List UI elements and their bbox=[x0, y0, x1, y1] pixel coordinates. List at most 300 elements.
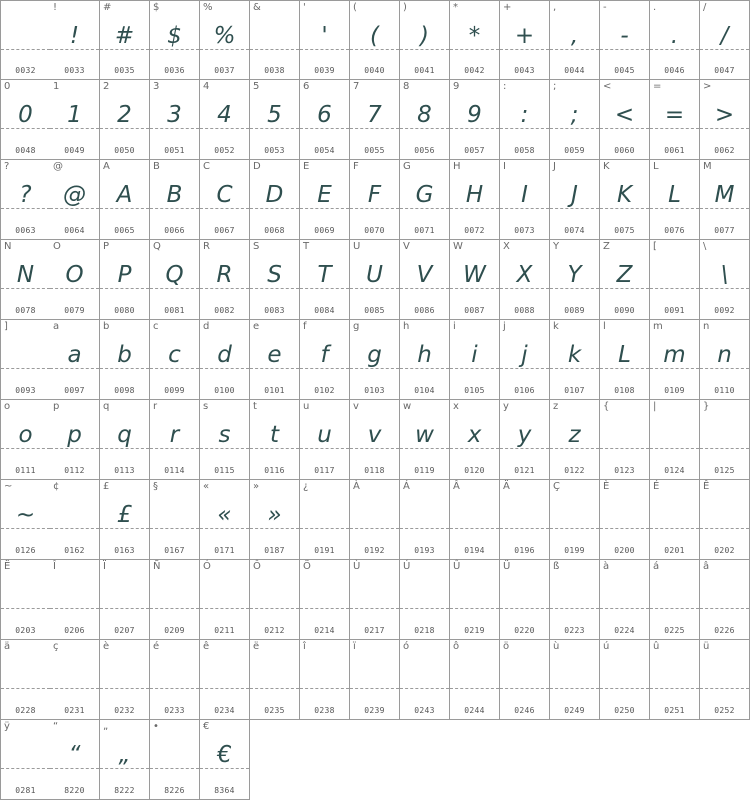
baseline-divider bbox=[150, 768, 199, 769]
glyph-cell[interactable] bbox=[700, 400, 750, 480]
glyph-code: 0074 bbox=[564, 226, 585, 235]
glyph-cell[interactable] bbox=[350, 0, 400, 80]
glyph-code: 0120 bbox=[464, 466, 485, 475]
glyph-cell[interactable] bbox=[200, 80, 250, 160]
glyph-code: 8364 bbox=[214, 786, 235, 795]
glyph-label: ¿ bbox=[303, 481, 309, 492]
glyph-cell[interactable] bbox=[550, 320, 600, 400]
glyph-cell[interactable] bbox=[700, 320, 750, 400]
glyph-sample: U bbox=[366, 262, 383, 288]
glyph-code: 0046 bbox=[664, 66, 685, 75]
glyph-cell[interactable] bbox=[100, 80, 150, 160]
glyph-cell[interactable] bbox=[400, 80, 450, 160]
glyph-cell[interactable] bbox=[50, 720, 100, 800]
glyph-cell[interactable] bbox=[400, 320, 450, 400]
glyph-sample: o bbox=[18, 422, 33, 448]
baseline-divider bbox=[600, 608, 649, 609]
glyph-cell[interactable] bbox=[300, 240, 350, 320]
glyph-code: 0103 bbox=[364, 386, 385, 395]
glyph-label: > bbox=[703, 81, 712, 92]
baseline-divider bbox=[150, 608, 199, 609]
glyph-cell[interactable] bbox=[600, 80, 650, 160]
glyph-cell[interactable] bbox=[400, 560, 450, 640]
glyph-code: 0055 bbox=[364, 146, 385, 155]
glyph-cell[interactable] bbox=[0, 640, 51, 720]
glyph-label: N bbox=[4, 241, 12, 252]
glyph-cell[interactable] bbox=[150, 240, 200, 320]
glyph-cell[interactable] bbox=[250, 560, 300, 640]
glyph-cell[interactable] bbox=[700, 240, 750, 320]
glyph-label: K bbox=[603, 161, 610, 172]
glyph-label: j bbox=[503, 321, 506, 332]
glyph-code: 0207 bbox=[114, 626, 135, 635]
glyph-code: 0125 bbox=[714, 466, 735, 475]
glyph-label: * bbox=[453, 2, 458, 13]
glyph-label: u bbox=[303, 401, 310, 412]
glyph-label: m bbox=[653, 321, 663, 332]
glyph-cell[interactable] bbox=[350, 560, 400, 640]
glyph-cell[interactable] bbox=[100, 320, 150, 400]
glyph-code: 0049 bbox=[64, 146, 85, 155]
glyph-cell[interactable] bbox=[350, 320, 400, 400]
glyph-code: 0066 bbox=[164, 226, 185, 235]
glyph-cell[interactable] bbox=[500, 160, 550, 240]
glyph-code: 0102 bbox=[314, 386, 335, 395]
glyph-cell[interactable] bbox=[700, 160, 750, 240]
baseline-divider bbox=[1, 368, 50, 369]
glyph-code: 0068 bbox=[264, 226, 285, 235]
glyph-cell[interactable] bbox=[200, 560, 250, 640]
glyph-cell[interactable] bbox=[250, 240, 300, 320]
glyph-cell[interactable] bbox=[200, 0, 250, 80]
glyph-cell[interactable] bbox=[50, 0, 100, 80]
glyph-sample: V bbox=[416, 262, 433, 288]
glyph-cell[interactable] bbox=[650, 240, 700, 320]
glyph-code: 0071 bbox=[414, 226, 435, 235]
glyph-sample: : bbox=[520, 102, 529, 128]
glyph-cell[interactable] bbox=[650, 160, 700, 240]
glyph-cell[interactable] bbox=[300, 640, 350, 720]
glyph-cell[interactable] bbox=[200, 160, 250, 240]
glyph-code: 0045 bbox=[614, 66, 635, 75]
glyph-cell[interactable] bbox=[0, 160, 51, 240]
glyph-code: 0087 bbox=[464, 306, 485, 315]
glyph-sample: M bbox=[714, 182, 735, 208]
glyph-cell[interactable] bbox=[50, 240, 100, 320]
glyph-label: [ bbox=[653, 241, 657, 252]
glyph-cell[interactable] bbox=[600, 480, 650, 560]
glyph-sample: g bbox=[367, 342, 382, 368]
glyph-cell[interactable] bbox=[550, 80, 600, 160]
glyph-cell[interactable] bbox=[350, 160, 400, 240]
glyph-code: 0226 bbox=[714, 626, 735, 635]
glyph-cell[interactable] bbox=[50, 480, 100, 560]
glyph-label: 8 bbox=[403, 81, 410, 92]
glyph-label: ~ bbox=[4, 481, 13, 492]
glyph-sample: ' bbox=[321, 23, 328, 49]
glyph-cell[interactable] bbox=[700, 80, 750, 160]
glyph-sample: 0 bbox=[18, 102, 33, 128]
glyph-code: 0193 bbox=[414, 546, 435, 555]
glyph-cell[interactable] bbox=[400, 160, 450, 240]
glyph-code: 0060 bbox=[614, 146, 635, 155]
glyph-label: & bbox=[253, 2, 261, 13]
glyph-cell[interactable] bbox=[350, 480, 400, 560]
glyph-cell[interactable] bbox=[450, 640, 500, 720]
glyph-cell[interactable] bbox=[300, 160, 350, 240]
glyph-label: Ç bbox=[553, 481, 560, 492]
glyph-cell[interactable] bbox=[200, 640, 250, 720]
glyph-label: : bbox=[503, 81, 507, 92]
glyph-cell[interactable] bbox=[650, 0, 700, 80]
glyph-code: 0218 bbox=[414, 626, 435, 635]
glyph-code: 0076 bbox=[664, 226, 685, 235]
glyph-label: O bbox=[53, 241, 61, 252]
glyph-sample: c bbox=[168, 342, 181, 368]
glyph-code: 0116 bbox=[264, 466, 285, 475]
glyph-cell[interactable] bbox=[300, 80, 350, 160]
glyph-cell[interactable] bbox=[150, 0, 200, 80]
baseline-divider bbox=[50, 608, 99, 609]
glyph-cell[interactable] bbox=[400, 0, 450, 80]
glyph-cell[interactable] bbox=[450, 0, 500, 80]
glyph-cell[interactable] bbox=[200, 320, 250, 400]
glyph-cell[interactable] bbox=[150, 560, 200, 640]
glyph-cell[interactable] bbox=[50, 640, 100, 720]
glyph-cell[interactable] bbox=[500, 320, 550, 400]
glyph-sample: 4 bbox=[217, 102, 232, 128]
glyph-code: 0163 bbox=[114, 546, 135, 555]
glyph-cell[interactable] bbox=[50, 320, 100, 400]
glyph-sample: + bbox=[514, 23, 535, 49]
glyph-sample: € bbox=[217, 742, 232, 768]
baseline-divider bbox=[1, 688, 50, 689]
glyph-cell[interactable] bbox=[50, 560, 100, 640]
glyph-cell[interactable] bbox=[650, 80, 700, 160]
glyph-cell[interactable] bbox=[450, 560, 500, 640]
glyph-cell[interactable] bbox=[100, 480, 150, 560]
glyph-cell[interactable] bbox=[650, 320, 700, 400]
glyph-cell[interactable] bbox=[400, 480, 450, 560]
glyph-label: ; bbox=[553, 81, 557, 92]
glyph-code: 0048 bbox=[15, 146, 36, 155]
glyph-label: Ä bbox=[503, 481, 510, 492]
baseline-divider bbox=[100, 608, 149, 609]
glyph-sample: / bbox=[720, 23, 729, 49]
glyph-label: H bbox=[453, 161, 461, 172]
glyph-sample: \ bbox=[720, 262, 729, 288]
glyph-label: 9 bbox=[453, 81, 460, 92]
glyph-cell[interactable] bbox=[250, 0, 300, 80]
glyph-code: 0106 bbox=[514, 386, 535, 395]
glyph-code: 0043 bbox=[514, 66, 535, 75]
glyph-sample: H bbox=[465, 182, 484, 208]
glyph-sample: ! bbox=[69, 23, 80, 49]
glyph-code: 8220 bbox=[64, 786, 85, 795]
glyph-sample: B bbox=[166, 182, 183, 208]
baseline-divider bbox=[600, 688, 649, 689]
glyph-label: • bbox=[153, 721, 159, 732]
glyph-cell[interactable] bbox=[650, 640, 700, 720]
glyph-cell[interactable] bbox=[600, 0, 650, 80]
glyph-cell[interactable] bbox=[0, 320, 51, 400]
glyph-code: 0089 bbox=[564, 306, 585, 315]
glyph-code: 0191 bbox=[314, 546, 335, 555]
glyph-sample: w bbox=[415, 422, 434, 448]
glyph-cell[interactable] bbox=[150, 320, 200, 400]
glyph-label: Ë bbox=[4, 561, 11, 572]
glyph-cell[interactable] bbox=[250, 400, 300, 480]
glyph-label: 4 bbox=[203, 81, 210, 92]
glyph-cell[interactable] bbox=[550, 560, 600, 640]
glyph-cell[interactable] bbox=[500, 480, 550, 560]
glyph-cell[interactable] bbox=[50, 80, 100, 160]
glyph-cell[interactable] bbox=[600, 160, 650, 240]
glyph-cell[interactable] bbox=[300, 560, 350, 640]
glyph-label: Ö bbox=[303, 561, 311, 572]
glyph-sample: n bbox=[717, 342, 732, 368]
glyph-cell[interactable] bbox=[650, 480, 700, 560]
glyph-cell[interactable] bbox=[250, 320, 300, 400]
glyph-sample: ? bbox=[19, 182, 32, 208]
baseline-divider bbox=[150, 688, 199, 689]
glyph-cell[interactable] bbox=[700, 480, 750, 560]
glyph-sample: z bbox=[568, 422, 581, 448]
baseline-divider bbox=[400, 528, 449, 529]
glyph-code: 0214 bbox=[314, 626, 335, 635]
glyph-label: ç bbox=[53, 641, 59, 652]
glyph-code: 0238 bbox=[314, 706, 335, 715]
glyph-code: 0251 bbox=[664, 706, 685, 715]
glyph-cell[interactable] bbox=[0, 560, 51, 640]
glyph-cell[interactable] bbox=[0, 240, 51, 320]
glyph-cell[interactable] bbox=[300, 320, 350, 400]
glyph-cell[interactable] bbox=[0, 720, 51, 800]
glyph-cell[interactable] bbox=[50, 400, 100, 480]
glyph-label: , bbox=[553, 2, 557, 13]
glyph-cell[interactable] bbox=[550, 640, 600, 720]
glyph-sample: P bbox=[117, 262, 132, 288]
glyph-cell[interactable] bbox=[250, 640, 300, 720]
glyph-cell[interactable] bbox=[700, 640, 750, 720]
glyph-label: Ù bbox=[353, 561, 361, 572]
glyph-label: á bbox=[653, 561, 660, 572]
baseline-divider bbox=[100, 688, 149, 689]
glyph-code: 0219 bbox=[464, 626, 485, 635]
baseline-divider bbox=[400, 608, 449, 609]
glyph-cell[interactable] bbox=[600, 400, 650, 480]
glyph-sample: Y bbox=[567, 262, 582, 288]
glyph-label: Ê bbox=[703, 481, 710, 492]
glyph-code: 0083 bbox=[264, 306, 285, 315]
glyph-sample: b bbox=[117, 342, 132, 368]
glyph-cell[interactable] bbox=[100, 640, 150, 720]
glyph-code: 0033 bbox=[64, 66, 85, 75]
glyph-cell[interactable] bbox=[0, 400, 51, 480]
glyph-cell[interactable] bbox=[150, 160, 200, 240]
glyph-cell[interactable] bbox=[500, 0, 550, 80]
glyph-cell[interactable] bbox=[500, 560, 550, 640]
glyph-sample: T bbox=[317, 262, 332, 288]
glyph-sample: Q bbox=[165, 262, 184, 288]
glyph-code: 0232 bbox=[114, 706, 135, 715]
glyph-cell[interactable] bbox=[600, 560, 650, 640]
glyph-cell[interactable] bbox=[0, 0, 51, 80]
glyph-cell[interactable] bbox=[350, 240, 400, 320]
glyph-cell[interactable] bbox=[150, 80, 200, 160]
glyph-label: É bbox=[653, 481, 660, 492]
glyph-code: 0090 bbox=[614, 306, 635, 315]
glyph-label: C bbox=[203, 161, 210, 172]
glyph-sample: = bbox=[664, 102, 685, 128]
glyph-cell[interactable] bbox=[550, 160, 600, 240]
glyph-cell[interactable] bbox=[600, 640, 650, 720]
glyph-cell[interactable] bbox=[700, 560, 750, 640]
glyph-cell[interactable] bbox=[700, 0, 750, 80]
glyph-cell[interactable] bbox=[100, 720, 150, 800]
glyph-cell[interactable] bbox=[300, 0, 350, 80]
glyph-cell[interactable] bbox=[450, 400, 500, 480]
glyph-cell[interactable] bbox=[500, 240, 550, 320]
glyph-label: ) bbox=[403, 2, 407, 13]
baseline-divider bbox=[200, 688, 249, 689]
glyph-code: 0117 bbox=[314, 466, 335, 475]
glyph-cell[interactable] bbox=[550, 400, 600, 480]
glyph-sample: > bbox=[714, 102, 735, 128]
glyph-sample: t bbox=[269, 422, 280, 448]
glyph-cell[interactable] bbox=[250, 80, 300, 160]
glyph-cell[interactable] bbox=[550, 0, 600, 80]
glyph-cell[interactable] bbox=[250, 160, 300, 240]
glyph-cell[interactable] bbox=[400, 240, 450, 320]
glyph-cell[interactable] bbox=[650, 400, 700, 480]
glyph-code: 0199 bbox=[564, 546, 585, 555]
glyph-cell[interactable] bbox=[150, 400, 200, 480]
glyph-cell[interactable] bbox=[600, 320, 650, 400]
glyph-code: 0200 bbox=[614, 546, 635, 555]
glyph-cell[interactable] bbox=[450, 80, 500, 160]
glyph-cell[interactable] bbox=[450, 240, 500, 320]
glyph-cell[interactable] bbox=[500, 80, 550, 160]
glyph-cell[interactable] bbox=[550, 240, 600, 320]
glyph-code: 0243 bbox=[414, 706, 435, 715]
glyph-code: 8222 bbox=[114, 786, 135, 795]
glyph-label: z bbox=[553, 401, 559, 412]
glyph-label: Z bbox=[603, 241, 610, 252]
glyph-sample: u bbox=[317, 422, 332, 448]
glyph-label: Y bbox=[553, 241, 560, 252]
glyph-code: 0080 bbox=[114, 306, 135, 315]
glyph-sample: W bbox=[463, 262, 486, 288]
glyph-cell[interactable] bbox=[100, 560, 150, 640]
glyph-label: / bbox=[703, 2, 707, 13]
glyph-label: d bbox=[203, 321, 210, 332]
glyph-sample: » bbox=[267, 502, 282, 528]
glyph-cell[interactable] bbox=[300, 480, 350, 560]
glyph-label: 7 bbox=[353, 81, 360, 92]
glyph-cell[interactable] bbox=[350, 80, 400, 160]
glyph-label: Ó bbox=[203, 561, 211, 572]
glyph-cell[interactable] bbox=[50, 160, 100, 240]
glyph-code: 0077 bbox=[714, 226, 735, 235]
glyph-label: Á bbox=[403, 481, 410, 492]
glyph-cell[interactable] bbox=[150, 480, 200, 560]
glyph-label: ÿ bbox=[4, 721, 10, 732]
glyph-label: ß bbox=[553, 561, 560, 572]
glyph-cell[interactable] bbox=[300, 400, 350, 480]
baseline-divider bbox=[150, 528, 199, 529]
baseline-divider bbox=[350, 528, 399, 529]
glyph-code: 0171 bbox=[214, 546, 235, 555]
glyph-code: 0050 bbox=[114, 146, 135, 155]
glyph-code: 0107 bbox=[564, 386, 585, 395]
glyph-code: 0070 bbox=[364, 226, 385, 235]
glyph-code: 0042 bbox=[464, 66, 485, 75]
glyph-cell[interactable] bbox=[100, 160, 150, 240]
glyph-cell[interactable] bbox=[350, 400, 400, 480]
glyph-code: 0064 bbox=[64, 226, 85, 235]
glyph-cell[interactable] bbox=[450, 320, 500, 400]
glyph-cell[interactable] bbox=[500, 640, 550, 720]
glyph-label: ? bbox=[4, 161, 10, 172]
glyph-cell[interactable] bbox=[200, 480, 250, 560]
baseline-divider bbox=[400, 688, 449, 689]
glyph-cell[interactable] bbox=[350, 640, 400, 720]
glyph-code: 0065 bbox=[114, 226, 135, 235]
baseline-divider bbox=[250, 688, 299, 689]
glyph-cell[interactable] bbox=[100, 0, 150, 80]
glyph-code: 0032 bbox=[15, 66, 36, 75]
glyph-cell[interactable] bbox=[600, 240, 650, 320]
glyph-sample: r bbox=[169, 422, 180, 448]
glyph-cell[interactable] bbox=[200, 240, 250, 320]
glyph-cell[interactable] bbox=[0, 480, 51, 560]
glyph-label: Ü bbox=[503, 561, 511, 572]
glyph-code: 0100 bbox=[214, 386, 235, 395]
glyph-code: 0123 bbox=[614, 466, 635, 475]
glyph-cell[interactable] bbox=[200, 720, 250, 800]
glyph-code: 0187 bbox=[264, 546, 285, 555]
glyph-cell[interactable] bbox=[150, 640, 200, 720]
glyph-label: û bbox=[653, 641, 660, 652]
baseline-divider bbox=[250, 608, 299, 609]
glyph-cell[interactable] bbox=[400, 640, 450, 720]
glyph-cell[interactable] bbox=[0, 80, 51, 160]
glyph-sample: x bbox=[467, 422, 482, 448]
glyph-sample: - bbox=[620, 23, 629, 49]
glyph-sample: . bbox=[670, 23, 679, 49]
glyph-label: é bbox=[153, 641, 160, 652]
glyph-cell[interactable] bbox=[650, 560, 700, 640]
glyph-cell[interactable] bbox=[450, 480, 500, 560]
glyph-code: 0203 bbox=[15, 626, 36, 635]
glyph-cell[interactable] bbox=[550, 480, 600, 560]
glyph-cell[interactable] bbox=[450, 160, 500, 240]
baseline-divider bbox=[450, 608, 499, 609]
glyph-label: y bbox=[503, 401, 509, 412]
glyph-cell[interactable] bbox=[500, 400, 550, 480]
glyph-cell[interactable] bbox=[200, 400, 250, 480]
glyph-cell[interactable] bbox=[250, 480, 300, 560]
glyph-label: A bbox=[103, 161, 110, 172]
glyph-cell[interactable] bbox=[400, 400, 450, 480]
glyph-code: 0217 bbox=[364, 626, 385, 635]
glyph-sample: I bbox=[521, 182, 528, 208]
glyph-cell[interactable] bbox=[100, 400, 150, 480]
glyph-cell[interactable] bbox=[150, 720, 200, 800]
glyph-cell[interactable] bbox=[100, 240, 150, 320]
glyph-code: 0167 bbox=[164, 546, 185, 555]
